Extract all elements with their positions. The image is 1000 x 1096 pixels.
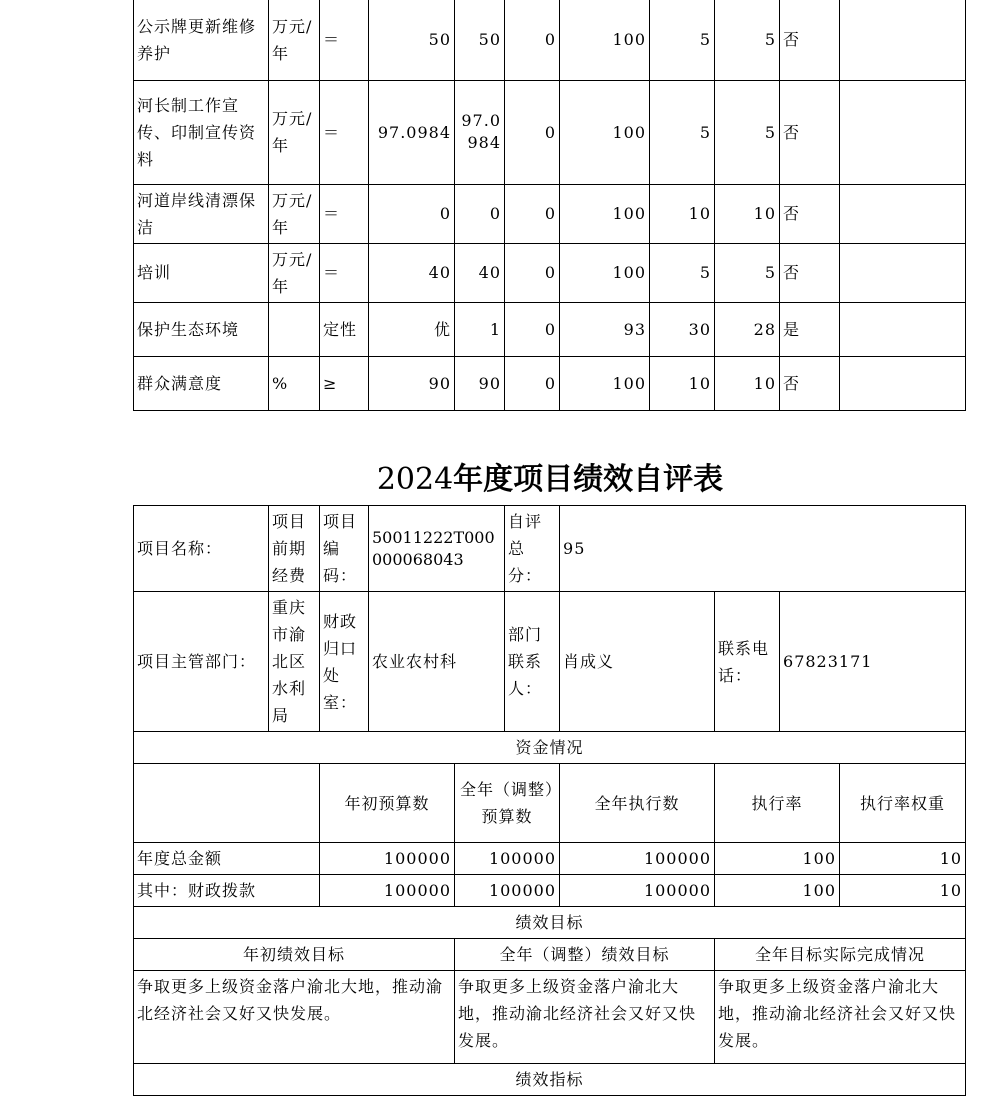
- indicator-unit: 万元/年: [269, 184, 320, 243]
- indicator-score: 28: [715, 302, 780, 356]
- goal-adjusted: 争取更多上级资金落户渝北大地，推动渝北经济社会又好又快发展。: [455, 971, 715, 1064]
- goal-initial: 争取更多上级资金落户渝北大地，推动渝北经济社会又好又快发展。: [134, 971, 455, 1064]
- office-name: 农业农村科: [369, 592, 505, 732]
- table-row: [134, 302, 966, 356]
- indicator-flag: 否: [780, 184, 840, 243]
- indicator-operator: ≥: [320, 356, 369, 410]
- project-code: 50011222T000000068043: [369, 506, 505, 592]
- funds-value: 100000: [455, 875, 560, 907]
- evaluation-table: [133, 505, 966, 1096]
- table-row: [134, 0, 966, 80]
- dept-name: 重庆市渝北区水利局: [269, 592, 320, 732]
- indicator-completion: 100: [560, 80, 650, 184]
- indicator-deviation: 0: [505, 302, 560, 356]
- contact-label: 部门联系人：: [505, 592, 560, 732]
- indicator-actual: 50: [455, 0, 505, 80]
- funds-header: 全年（调整）预算数: [455, 764, 560, 843]
- funds-row-label: 其中：财政拨款: [134, 875, 320, 907]
- indicator-score: 5: [715, 243, 780, 302]
- funds-value: 100000: [455, 843, 560, 875]
- table-row: [134, 184, 966, 243]
- indicator-actual: 1: [455, 302, 505, 356]
- indicator-completion: 100: [560, 243, 650, 302]
- project-code-label: 项目编码：: [320, 506, 369, 592]
- indicator-completion: 100: [560, 0, 650, 80]
- table-row: [134, 907, 966, 939]
- indicator-target: 90: [369, 356, 455, 410]
- indicator-table: [133, 0, 966, 411]
- indicator-weight: 10: [650, 356, 715, 410]
- goals-header: 全年（调整）绩效目标: [455, 939, 715, 971]
- indicator-flag: 否: [780, 0, 840, 80]
- funds-value: 100000: [320, 875, 455, 907]
- table-row: [134, 243, 966, 302]
- funds-value: 100: [715, 843, 840, 875]
- indicator-target: 优: [369, 302, 455, 356]
- indicator-target: 40: [369, 243, 455, 302]
- indicator-flag: 否: [780, 243, 840, 302]
- indicator-deviation: 0: [505, 356, 560, 410]
- title-text: 年度项目绩效自评表: [453, 462, 724, 497]
- indicator-note: [840, 184, 966, 243]
- funds-header: 执行率: [715, 764, 840, 843]
- indicator-weight: 10: [650, 184, 715, 243]
- table-row: [134, 971, 966, 1064]
- indicator-completion: 93: [560, 302, 650, 356]
- funds-value: 100000: [320, 843, 455, 875]
- indicator-deviation: 0: [505, 184, 560, 243]
- indicator-name: 公示牌更新维修养护: [134, 0, 269, 80]
- indicator-note: [840, 80, 966, 184]
- funds-section-header: 资金情况: [134, 732, 966, 764]
- project-name-label: 项目名称：: [134, 506, 269, 592]
- table-row: [134, 764, 966, 843]
- indicator-note: [840, 302, 966, 356]
- funds-header: 年初预算数: [320, 764, 455, 843]
- indicator-flag: 否: [780, 80, 840, 184]
- total-score-label: 自评总分：: [505, 506, 560, 592]
- indicator-unit: %: [269, 356, 320, 410]
- indicator-name: 保护生态环境: [134, 302, 269, 356]
- indicator-operator: ＝: [320, 184, 369, 243]
- indicator-score: 5: [715, 0, 780, 80]
- table-row: [134, 592, 966, 732]
- indicator-unit: 万元/年: [269, 243, 320, 302]
- indicator-actual: 90: [455, 356, 505, 410]
- funds-value: 100000: [560, 875, 715, 907]
- funds-value: 10: [840, 875, 966, 907]
- title-year: 2024: [376, 462, 454, 497]
- indicator-operator: ＝: [320, 80, 369, 184]
- indicator-unit: [269, 302, 320, 356]
- indicator-weight: 30: [650, 302, 715, 356]
- indicator-score: 5: [715, 80, 780, 184]
- office-label: 财政归口处室：: [320, 592, 369, 732]
- indicator-score: 10: [715, 184, 780, 243]
- funds-row-label: 年度总金额: [134, 843, 320, 875]
- project-name: 项目前期经费: [269, 506, 320, 592]
- table-row: [134, 356, 966, 410]
- table-row: [134, 939, 966, 971]
- goals-header: 全年目标实际完成情况: [715, 939, 966, 971]
- funds-header: 全年执行数: [560, 764, 715, 843]
- indicator-deviation: 0: [505, 80, 560, 184]
- indicator-actual: 40: [455, 243, 505, 302]
- indicator-target: 0: [369, 184, 455, 243]
- phone-label: 联系电话：: [715, 592, 780, 732]
- indicators-section-header: 绩效指标: [134, 1064, 966, 1096]
- indicator-deviation: 0: [505, 243, 560, 302]
- indicator-weight: 5: [650, 0, 715, 80]
- funds-value: 100: [715, 875, 840, 907]
- total-score: 95: [560, 506, 966, 592]
- indicator-target: 97.0984: [369, 80, 455, 184]
- indicator-name: 群众满意度: [134, 356, 269, 410]
- indicator-operator: ＝: [320, 243, 369, 302]
- contact-name: 肖成义: [560, 592, 715, 732]
- page-title: [0, 458, 1000, 502]
- indicator-note: [840, 243, 966, 302]
- indicator-note: [840, 356, 966, 410]
- indicator-flag: 是: [780, 302, 840, 356]
- phone-number: 67823171: [780, 592, 966, 732]
- indicator-operator: 定性: [320, 302, 369, 356]
- indicator-unit: 万元/年: [269, 80, 320, 184]
- funds-value: 10: [840, 843, 966, 875]
- indicator-flag: 否: [780, 356, 840, 410]
- indicator-name: 培训: [134, 243, 269, 302]
- indicator-operator: ＝: [320, 0, 369, 80]
- table-row: [134, 875, 966, 907]
- dept-label: 项目主管部门：: [134, 592, 269, 732]
- indicator-completion: 100: [560, 184, 650, 243]
- goals-section-header: 绩效目标: [134, 907, 966, 939]
- indicator-deviation: 0: [505, 0, 560, 80]
- indicator-weight: 5: [650, 243, 715, 302]
- table-row: [134, 843, 966, 875]
- table-row: [134, 506, 966, 592]
- indicator-score: 10: [715, 356, 780, 410]
- table-row: [134, 80, 966, 184]
- indicator-note: [840, 0, 966, 80]
- indicator-actual: 97.0984: [455, 80, 505, 184]
- funds-value: 100000: [560, 843, 715, 875]
- indicator-weight: 5: [650, 80, 715, 184]
- goal-actual: 争取更多上级资金落户渝北大地，推动渝北经济社会又好又快发展。: [715, 971, 966, 1064]
- table-row: [134, 732, 966, 764]
- indicator-completion: 100: [560, 356, 650, 410]
- funds-header: 执行率权重: [840, 764, 966, 843]
- funds-corner: [134, 764, 320, 843]
- indicator-actual: 0: [455, 184, 505, 243]
- indicator-name: 河长制工作宣传、印制宣传资料: [134, 80, 269, 184]
- indicator-unit: 万元/年: [269, 0, 320, 80]
- indicator-name: 河道岸线清漂保洁: [134, 184, 269, 243]
- goals-header: 年初绩效目标: [134, 939, 455, 971]
- indicator-target: 50: [369, 0, 455, 80]
- table-row: [134, 1064, 966, 1096]
